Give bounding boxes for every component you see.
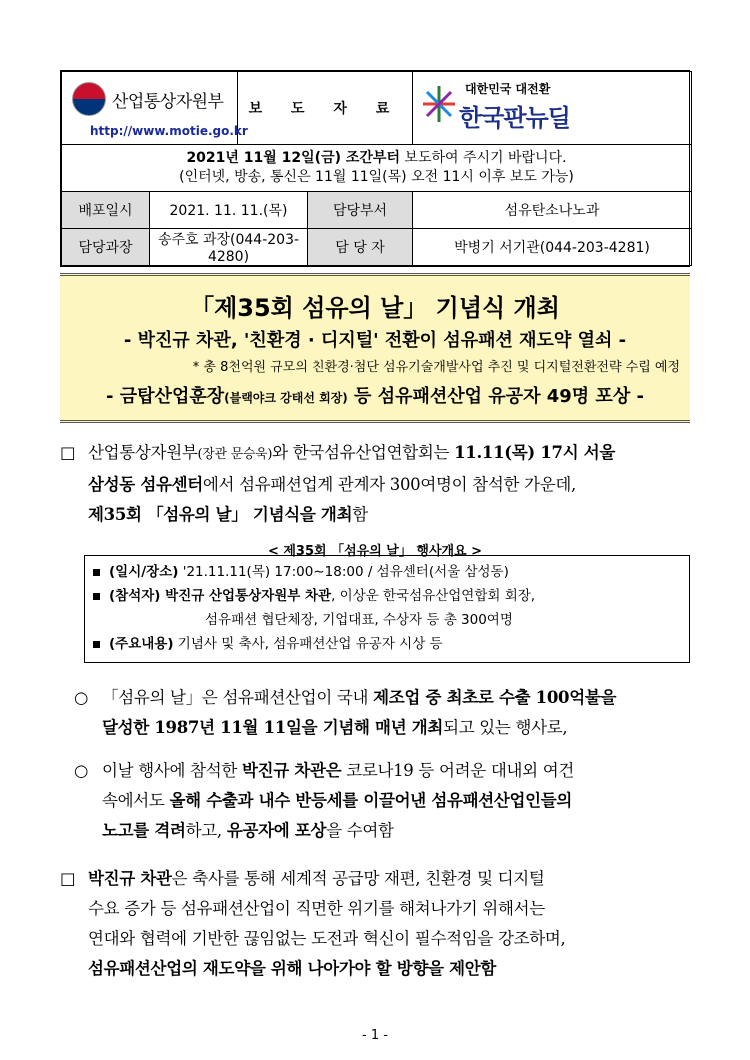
release-value: 2021. 11. 11.(목) [150, 192, 308, 229]
paragraph-3: ○ 이날 행사에 참석한 박진규 차관은 코로나19 등 어려운 대내외 여건 속에서도 올해 수출과 내수 반등세를 이끌어낸 섬유패션산업인들의 노고를 격려하고, 유공자에 포상을 수여함 [74, 756, 690, 846]
ministry-name: 산업통상자원부 [112, 91, 224, 112]
staff-label: 담 당 자 [308, 229, 413, 266]
newdeal-name: 한국판뉴딜 [459, 104, 570, 132]
bullet-square: □ [60, 869, 76, 888]
subheadline-1: - 박진규 차관, '친환경 · 디지털' 전환이 섬유패션 재도약 열쇠 - [123, 330, 627, 351]
paragraph-1: □ 산업통상자원부(장관 문승욱)와 한국섬유산업연합회는 11.11(목) 17시 서울 삼성동 섬유센터에서 섬유패션업계 관계자 300여명이 참석한 가운데, 제35회 「섬유의 날」 기념식을 개최함 [60, 438, 690, 530]
release-label: 배포일시 [62, 192, 150, 229]
headline-note: * 총 8천억원 규모의 친환경·첨단 섬유기술개발사업 추진 및 디지털전환전략 수립 예정 [192, 360, 680, 375]
taeguk-icon [72, 82, 106, 116]
newdeal-slogan: 대한민국 대전환 [465, 82, 551, 96]
overview-row-attendees: (참석자) 박진규 산업통상자원부 차관, 이상운 한국섬유산업연합회 회장, 섬유패션 협단체장, 기업대표, 수상자 등 총 300여명 [91, 584, 689, 632]
bullet-square: □ [60, 443, 76, 462]
overview-title: < 제35회 「섬유의 날」 행사개요 > [267, 544, 483, 559]
newdeal-mark-icon [421, 84, 457, 124]
staff-value: 박병기 서기관(044-203-4281) [413, 229, 692, 266]
headline: 「제35회 섬유의 날」 기념식 개최 [190, 294, 560, 322]
overview-row-contents: (주요내용) 기념사 및 축사, 섬유패션산업 유공자 시상 등 [91, 632, 689, 656]
page-number: - 1 - [362, 1028, 388, 1043]
manager-label: 담당과장 [62, 229, 150, 266]
paragraph-2: ○ 「섬유의 날」은 섬유패션산업이 국내 제조업 중 최초로 수출 100억불을 달성한 1987년 11월 11일을 기념해 매년 개최되고 있는 행사로, [74, 683, 690, 743]
manager-value: 송주호 과장(044-203-4280) [150, 229, 308, 266]
dept-value: 섬유탄소나노과 [413, 192, 692, 229]
subheadline-2: - 금탑산업훈장(블랙야크 강태선 회장) 등 섬유패션산업 유공자 49명 포상 - [106, 386, 644, 407]
bullet-circle: ○ [74, 761, 89, 780]
ministry-logo-cell [62, 72, 248, 145]
embargo-online: (인터넷, 방송, 통신은 11월 11일(목) 오전 11시 이후 보도 가능) [179, 169, 574, 185]
headline-box [60, 273, 690, 423]
press-header [60, 70, 690, 267]
bullet-circle: ○ [74, 688, 89, 707]
newdeal-logo-cell [413, 72, 692, 145]
embargo-date: 2021년 11월 12일(금) 조간부터 [186, 150, 400, 166]
ministry-logo [72, 82, 223, 116]
embargo-text: 보도하여 주시기 바랍니다. [399, 150, 567, 166]
dept-label: 담당부서 [308, 192, 413, 229]
paragraph-4: □ 박진규 차관은 축사를 통해 세계적 공급망 재편, 친환경 및 디지털 수요 증가 등 섬유패션산업이 직면한 위기를 해쳐나가기 위해서는 연대와 협력에 기반한 끊임없는 도전과 혁신이 필수적임을 강조하며, 섬유패션산업의 재도약을 위해 나아가야 할 방향을 제안함 [60, 864, 690, 984]
ministry-url[interactable]: http://www.motie.go.kr [90, 124, 248, 138]
overview-row-datetime: (일시/장소) '21.11.11(목) 17:00∼18:00 / 섬유센터(서울 삼성동) [91, 560, 689, 584]
embargo-notice [62, 145, 692, 192]
press-release-title: 보 도 자 료 [238, 72, 413, 145]
event-overview-box [84, 555, 690, 663]
